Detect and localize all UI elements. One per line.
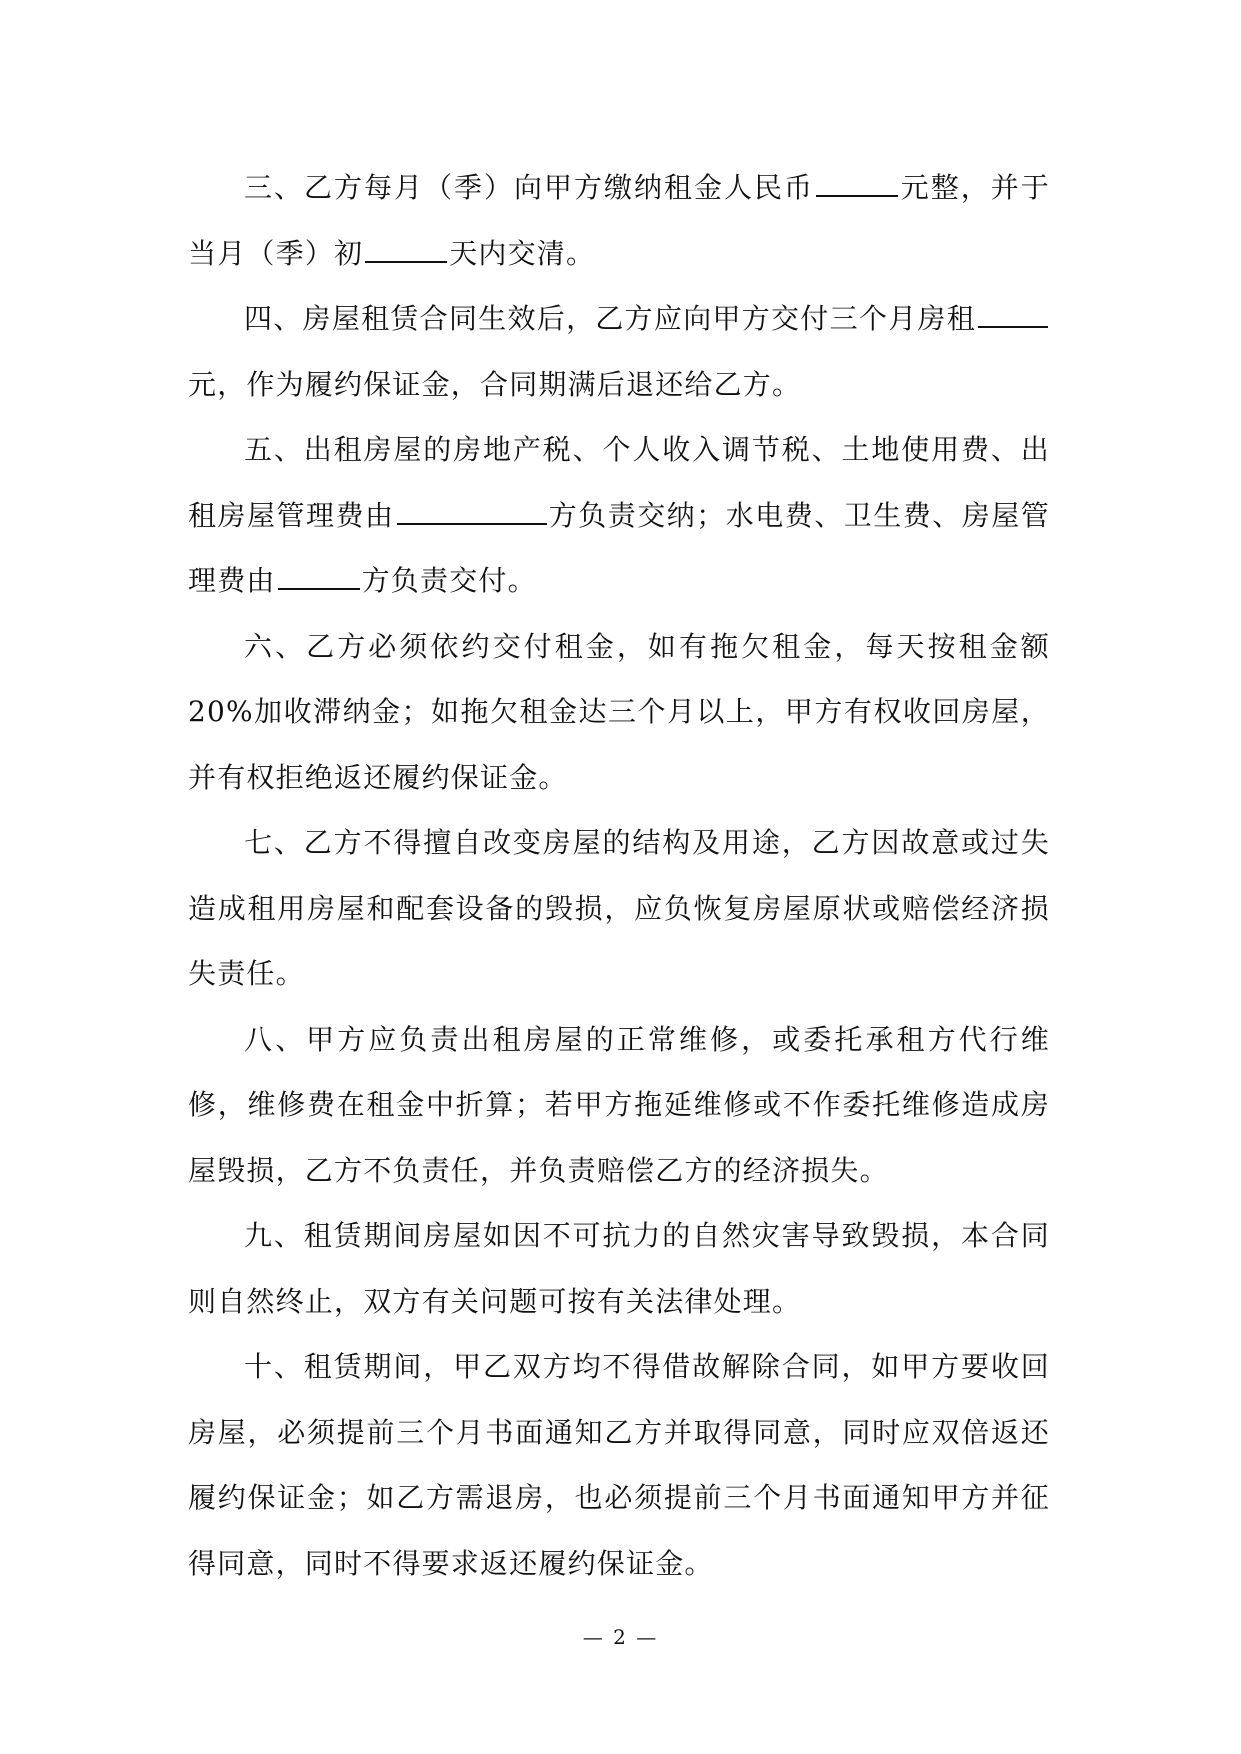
clause-3-text-b: 元整，并于当月（季）初 xyxy=(188,171,1050,270)
deposit-amount-blank xyxy=(978,325,1048,328)
clause-5-text-b: 方负责交纳；水电费、卫生费、房屋管理费由 xyxy=(188,498,1050,597)
clause-8-paragraph: 八、甲方应负责出租房屋的正常维修，或委托承租方代行维修，维修费在租金中折算；若甲方拖延维修或不作委托维修造成房屋毁损，乙方不负责任，并负责赔偿乙方的经济损失。 xyxy=(188,1022,1050,1187)
clause-10-paragraph: 十、租赁期间，甲乙双方均不得借故解除合同，如甲方要收回房屋，必须提前三个月书面通知乙方并取得同意，同时应双倍返还履约保证金；如乙方需退房，也必须提前三个月书面通知甲方并征得同意，同时不得要求返还履约保证金。 xyxy=(188,1350,1050,1580)
clause-5-text-c: 方负责交付。 xyxy=(361,564,537,597)
clause-7-paragraph: 七、乙方不得擅自改变房屋的结构及用途，乙方因故意或过失造成租用房屋和配套设备的毁损，应负恢复房屋原状或赔偿经济损失责任。 xyxy=(188,826,1050,990)
clause-5-text-a: 五、出租房屋的房地产税、个人收入调节税、土地使用费、出租房屋管理费由 xyxy=(188,433,1050,532)
clause-4-text-b: 元，作为履约保证金，合同期满后退还给乙方。 xyxy=(188,367,802,401)
document-body xyxy=(188,155,1050,1596)
tax-party-blank xyxy=(397,522,547,525)
clause-3-paragraph xyxy=(188,155,1050,286)
utility-party-blank xyxy=(278,587,360,590)
clause-4-text-a: 四、房屋租赁合同生效后，乙方应向甲方交付三个月房租 xyxy=(244,302,976,335)
rent-amount-blank xyxy=(816,194,898,197)
clause-3-text-c: 天内交清。 xyxy=(449,236,596,270)
payment-days-blank xyxy=(365,260,447,263)
clause-9-paragraph: 九、租赁期间房屋如因不可抗力的自然灾害导致毁损，本合同则自然终止，双方有关问题可按有关法律处理。 xyxy=(188,1219,1050,1318)
clause-5-paragraph xyxy=(188,417,1050,614)
clause-3-text-a: 三、乙方每月（季）向甲方缴纳租金人民币 xyxy=(244,171,814,204)
page-number: — 2 — xyxy=(582,1625,659,1649)
clause-4-paragraph xyxy=(188,286,1050,417)
clause-6-paragraph: 六、乙方必须依约交付租金，如有拖欠租金，每天按租金额 20%加收滞纳金；如拖欠租金达三个月以上，甲方有权收回房屋，并有权拒绝返还履约保证金。 xyxy=(188,629,1050,794)
